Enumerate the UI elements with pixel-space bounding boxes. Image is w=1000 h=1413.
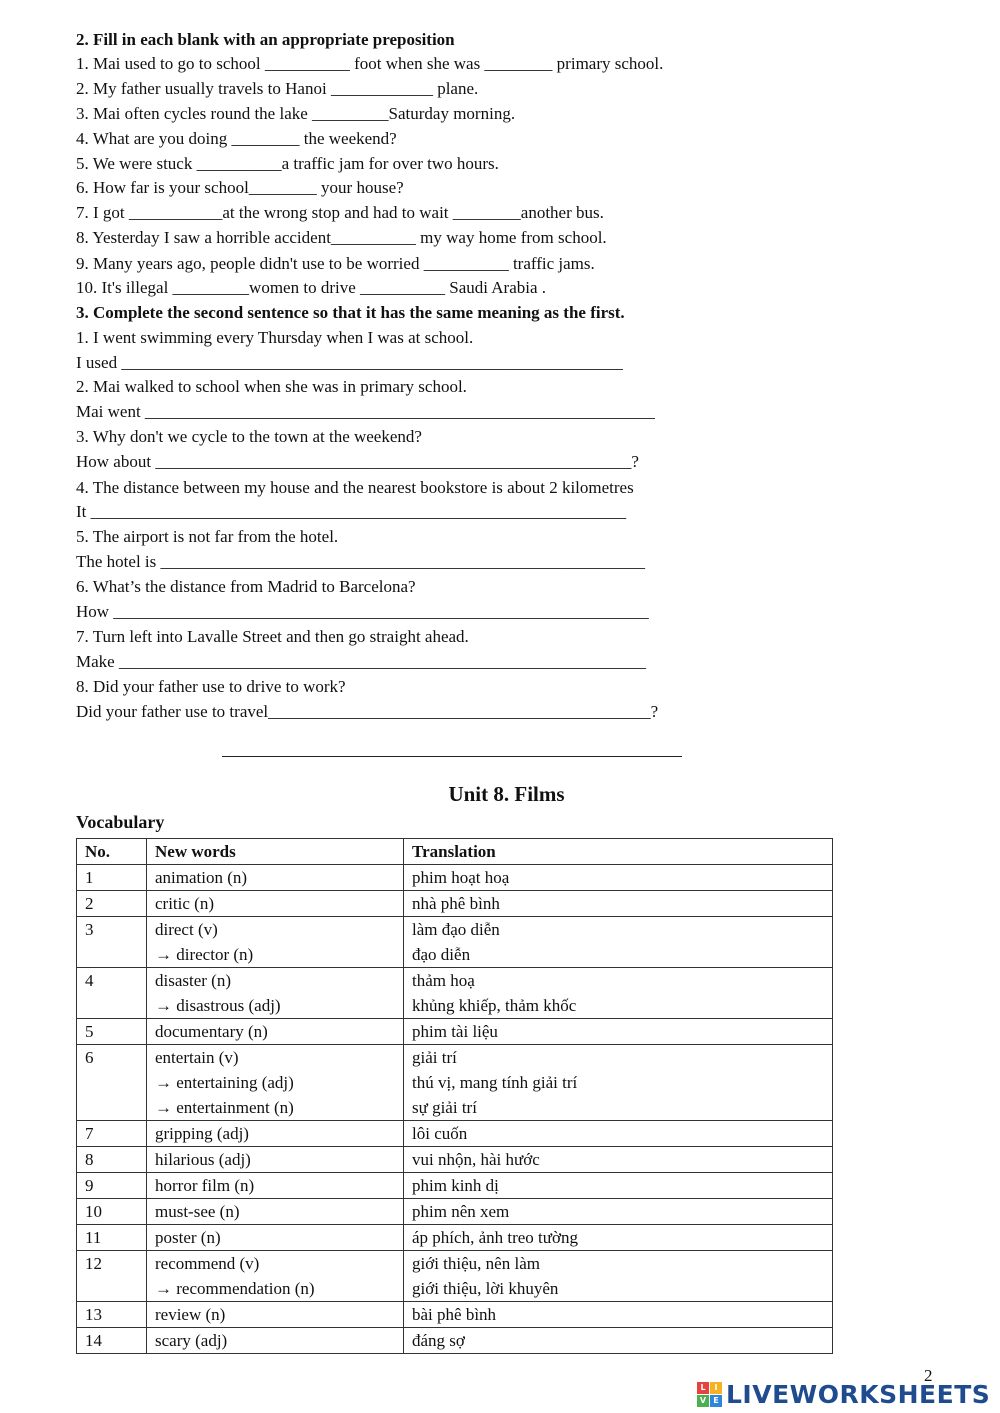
exercise-item: 1. Mai used to go to school __________ foot when she was ________ primary school. <box>76 54 664 73</box>
rewrite-question: 1. I went swimming every Thursday when I was at school. <box>76 328 474 347</box>
translation-entry: phim hoạt hoạ <box>412 868 510 887</box>
table-row <box>77 1328 833 1354</box>
rewrite-question: 4. The distance between my house and the nearest bookstore is about 2 kilometres <box>76 478 634 497</box>
cell-no: 8 <box>77 1147 147 1173</box>
vocabulary-table-body <box>77 865 833 1354</box>
cell-new-words <box>147 917 404 968</box>
unit-title: Unit 8. Films <box>448 782 565 806</box>
cell-translation <box>404 968 833 1019</box>
cell-new-words <box>147 865 404 891</box>
vocabulary-heading: Vocabulary <box>76 812 165 832</box>
translation-entry: vui nhộn, hài hước <box>412 1150 540 1169</box>
exercise-item: 8. Yesterday I saw a horrible accident__________ my way home from school. <box>76 228 607 247</box>
cell-translation <box>404 1045 833 1121</box>
cell-translation <box>404 917 833 968</box>
table-row <box>77 1173 833 1199</box>
exercise-item: 7. I got ___________at the wrong stop and had to wait ________another bus. <box>76 203 604 222</box>
cell-new-words <box>147 891 404 917</box>
cell-no: 1 <box>77 865 147 891</box>
table-row <box>77 891 833 917</box>
word-entry: poster (n) <box>155 1228 221 1247</box>
rewrite-answer-line: Mai went ____________________________________________________________ <box>76 402 655 421</box>
rewrite-answer-line: The hotel is _________________________________________________________ <box>76 552 646 571</box>
word-entry: critic (n) <box>155 894 214 913</box>
cell-new-words <box>147 1225 404 1251</box>
word-entry: documentary (n) <box>155 1022 268 1041</box>
exercise-item: 4. What are you doing ________ the weekend? <box>76 129 397 148</box>
word-entry: must-see (n) <box>155 1202 240 1221</box>
page-number: 2 <box>924 1366 933 1385</box>
translation-entry: áp phích, ảnh treo tường <box>412 1228 578 1247</box>
table-row <box>77 1251 833 1302</box>
cell-no: 9 <box>77 1173 147 1199</box>
cell-new-words <box>147 1121 404 1147</box>
exercise-item: 2. My father usually travels to Hanoi ____________ plane. <box>76 79 479 98</box>
cell-no: 7 <box>77 1121 147 1147</box>
rewrite-answer-line: How _______________________________________________________________ <box>76 602 649 621</box>
logo-square: E <box>710 1395 722 1407</box>
translation-entry: phim nên xem <box>412 1202 510 1221</box>
exercise-item: 6. How far is your school________ your house? <box>76 178 404 197</box>
word-entry: horror film (n) <box>155 1176 255 1195</box>
cell-new-words <box>147 1302 404 1328</box>
table-header-row <box>77 839 833 865</box>
translation-entry: sự giải trí <box>412 1098 477 1117</box>
header-no: No. <box>77 839 147 865</box>
liveworksheets-logo <box>697 1380 990 1408</box>
translation-entry: thảm hoạ <box>412 971 475 990</box>
exercise-item: 3. Mai often cycles round the lake _________Saturday morning. <box>76 104 516 123</box>
rewrite-answer-line: How about ________________________________________________________? <box>76 452 639 471</box>
cell-no: 6 <box>77 1045 147 1121</box>
table-row <box>77 1225 833 1251</box>
translation-entry: nhà phê bình <box>412 894 500 913</box>
section-divider <box>222 756 682 757</box>
cell-translation <box>404 1225 833 1251</box>
logo-square: V <box>697 1395 709 1407</box>
exercise-item: 10. It's illegal _________women to drive __________ Saudi Arabia . <box>76 278 547 297</box>
table-row <box>77 1302 833 1328</box>
cell-translation <box>404 1019 833 1045</box>
translation-entry: lôi cuốn <box>412 1124 468 1143</box>
translation-entry: giới thiệu, nên làm <box>412 1254 540 1273</box>
cell-new-words <box>147 1045 404 1121</box>
word-entry: review (n) <box>155 1305 226 1324</box>
translation-entry: đáng sợ <box>412 1331 465 1350</box>
cell-no: 4 <box>77 968 147 1019</box>
vocabulary-table <box>76 838 833 1354</box>
cell-translation <box>404 1251 833 1302</box>
rewrite-answer-line: It _______________________________________________________________ <box>76 502 627 521</box>
cell-translation <box>404 1147 833 1173</box>
word-entry: entertain (v) <box>155 1048 239 1067</box>
cell-no: 2 <box>77 891 147 917</box>
exercise-item: 5. We were stuck __________a traffic jam for over two hours. <box>76 154 499 173</box>
cell-translation <box>404 865 833 891</box>
logo-mark-icon <box>697 1382 722 1407</box>
cell-translation <box>404 891 833 917</box>
cell-no: 14 <box>77 1328 147 1354</box>
cell-no: 12 <box>77 1251 147 1302</box>
translation-entry: giải trí <box>412 1048 457 1067</box>
cell-translation <box>404 1173 833 1199</box>
exercise-item: 9. Many years ago, people didn't use to be worried __________ traffic jams. <box>76 254 595 273</box>
cell-new-words <box>147 1173 404 1199</box>
word-entry: → director (n) <box>155 945 254 964</box>
word-entry: → recommendation (n) <box>155 1279 315 1298</box>
section2-heading: 2. Fill in each blank with an appropriate preposition <box>76 30 455 49</box>
translation-entry: bài phê bình <box>412 1305 497 1324</box>
translation-entry: khủng khiếp, thảm khốc <box>412 996 577 1015</box>
rewrite-question: 6. What’s the distance from Madrid to Barcelona? <box>76 577 416 596</box>
word-entry: gripping (adj) <box>155 1124 249 1143</box>
word-entry: → entertainment (n) <box>155 1098 294 1117</box>
table-row <box>77 865 833 891</box>
word-entry: recommend (v) <box>155 1254 260 1273</box>
word-entry: disaster (n) <box>155 971 232 990</box>
rewrite-answer-line: Did your father use to travel_____________________________________________? <box>76 702 659 721</box>
rewrite-question: 5. The airport is not far from the hotel. <box>76 527 339 546</box>
cell-no: 10 <box>77 1199 147 1225</box>
logo-square: I <box>710 1382 722 1394</box>
word-entry: → disastrous (adj) <box>155 996 281 1015</box>
section3-heading: 3. Complete the second sentence so that it has the same meaning as the first. <box>76 303 625 322</box>
cell-new-words <box>147 1019 404 1045</box>
cell-new-words <box>147 1147 404 1173</box>
rewrite-question: 3. Why don't we cycle to the town at the weekend? <box>76 427 422 446</box>
table-row <box>77 1045 833 1121</box>
cell-translation <box>404 1199 833 1225</box>
cell-no: 5 <box>77 1019 147 1045</box>
table-row <box>77 917 833 968</box>
cell-new-words <box>147 1251 404 1302</box>
translation-entry: phim kinh dị <box>412 1176 499 1195</box>
header-new-words: New words <box>147 839 404 865</box>
cell-new-words <box>147 968 404 1019</box>
rewrite-answer-line: Make ______________________________________________________________ <box>76 652 646 671</box>
word-entry: direct (v) <box>155 920 218 939</box>
word-entry: hilarious (adj) <box>155 1150 251 1169</box>
header-translation: Translation <box>404 839 833 865</box>
cell-translation <box>404 1121 833 1147</box>
cell-no: 3 <box>77 917 147 968</box>
table-row <box>77 1147 833 1173</box>
word-entry: → entertaining (adj) <box>155 1073 294 1092</box>
logo-square: L <box>697 1382 709 1394</box>
translation-entry: phim tài liệu <box>412 1022 498 1041</box>
table-row <box>77 1121 833 1147</box>
rewrite-answer-line: I used ___________________________________________________________ <box>76 353 623 372</box>
cell-no: 13 <box>77 1302 147 1328</box>
cell-translation <box>404 1302 833 1328</box>
word-entry: animation (n) <box>155 868 248 887</box>
table-row <box>77 1019 833 1045</box>
table-row <box>77 1199 833 1225</box>
rewrite-question: 8. Did your father use to drive to work? <box>76 677 346 696</box>
translation-entry: giới thiệu, lời khuyên <box>412 1279 559 1298</box>
rewrite-question: 2. Mai walked to school when she was in primary school. <box>76 377 467 396</box>
translation-entry: thú vị, mang tính giải trí <box>412 1073 578 1092</box>
word-entry: scary (adj) <box>155 1331 228 1350</box>
translation-entry: đạo diễn <box>412 945 471 964</box>
translation-entry: làm đạo diễn <box>412 920 500 939</box>
cell-no: 11 <box>77 1225 147 1251</box>
rewrite-question: 7. Turn left into Lavalle Street and then go straight ahead. <box>76 627 469 646</box>
table-row <box>77 968 833 1019</box>
logo-text: LIVEWORKSHEETS <box>726 1379 991 1409</box>
cell-new-words <box>147 1328 404 1354</box>
cell-translation <box>404 1328 833 1354</box>
cell-new-words <box>147 1199 404 1225</box>
